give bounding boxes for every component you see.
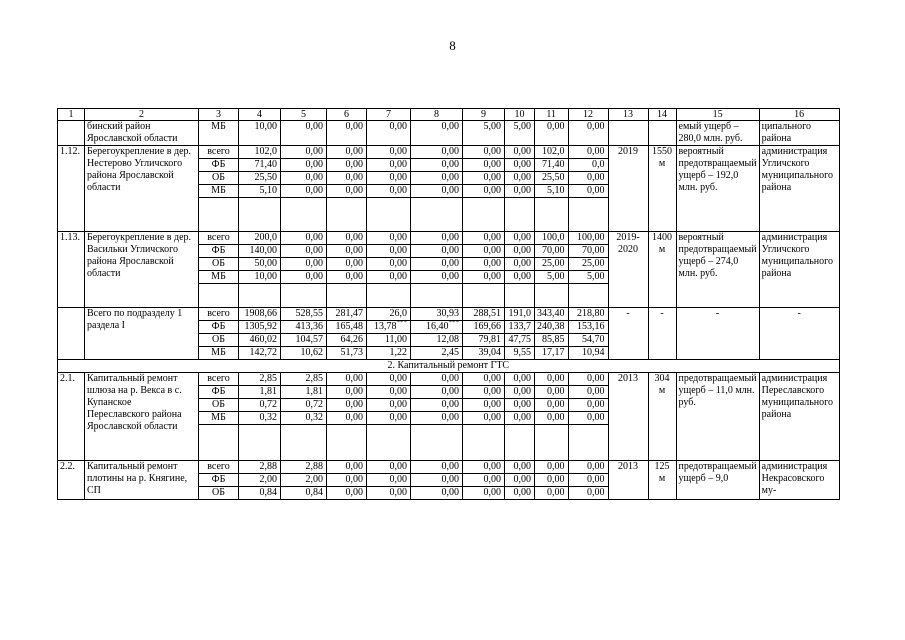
funding-value: 2,45 [411, 347, 463, 360]
funding-value: 100,00 [568, 232, 608, 245]
empty-cell [327, 425, 367, 461]
funding-value: 50,00 [239, 258, 281, 271]
funding-value: 0,00 [535, 487, 569, 500]
funding-value: 54,70 [568, 334, 608, 347]
funding-value: 0,00 [463, 159, 505, 172]
funding-value: 0,00 [568, 461, 608, 474]
object-length: 125 м [648, 461, 676, 500]
funding-value: 140,00 [239, 245, 281, 258]
funding-source: МБ [199, 271, 239, 284]
funding-value: 10,00 [239, 271, 281, 284]
empty-cell [327, 198, 367, 232]
expected-effect: - [676, 308, 759, 360]
funding-value: 79,81 [463, 334, 505, 347]
funding-value: 0,00 [281, 271, 327, 284]
funding-value: 0,00 [568, 185, 608, 198]
funding-value: 0,00 [281, 121, 327, 146]
funding-value: 0,00 [505, 399, 535, 412]
funding-value: 0,00 [327, 386, 367, 399]
funding-value: 0,00 [327, 159, 367, 172]
table-body [58, 109, 840, 500]
object-length: 1400 м [648, 232, 676, 308]
column-number: 14 [648, 109, 676, 121]
funding-value: 5,00 [505, 121, 535, 146]
item-number [58, 121, 85, 146]
responsible-customer: администрация Переславского муниципального района [759, 373, 839, 461]
funding-value: 0,00 [411, 146, 463, 159]
funding-value: 165,48 [327, 321, 367, 334]
funding-value: 0,00 [327, 245, 367, 258]
funding-value: 0,00 [505, 258, 535, 271]
empty-cell [411, 284, 463, 308]
column-number-row [58, 109, 840, 121]
funding-value: 0,32 [239, 412, 281, 425]
funding-value: 0,00 [463, 461, 505, 474]
section-heading-row [58, 360, 840, 373]
empty-cell [367, 198, 411, 232]
funding-source: всего [199, 308, 239, 321]
funding-value: 71,40 [535, 159, 569, 172]
table-row [58, 461, 840, 474]
funding-value: 0,00 [411, 172, 463, 185]
empty-cell [463, 425, 505, 461]
funding-value: 0,00 [568, 412, 608, 425]
funding-value: 0,00 [463, 146, 505, 159]
funding-value: 0,00 [505, 159, 535, 172]
section-title: 2. Капитальный ремонт ГТС [58, 360, 840, 373]
funding-value: 0,00 [535, 412, 569, 425]
empty-cell [505, 198, 535, 232]
item-number: 1.12. [58, 146, 85, 232]
item-number: 1.13. [58, 232, 85, 308]
column-number: 12 [568, 109, 608, 121]
funding-value: 0,00 [367, 487, 411, 500]
column-number: 9 [463, 109, 505, 121]
funding-value: 0,00 [568, 487, 608, 500]
funding-value: 528,55 [281, 308, 327, 321]
empty-cell [505, 425, 535, 461]
responsible-customer: администрация Угличского муниципального района [759, 146, 839, 232]
expected-effect: вероятный предотвращаемый ущерб – 192,0 млн. руб. [676, 146, 759, 232]
funding-value: 0,00 [463, 412, 505, 425]
funding-source: всего [199, 461, 239, 474]
funding-value: 0,00 [367, 461, 411, 474]
funding-value: 51,73 [327, 347, 367, 360]
table-row [58, 308, 840, 321]
funding-value: 30,93 [411, 308, 463, 321]
funding-source: МБ [199, 185, 239, 198]
funding-value: 0,00 [463, 258, 505, 271]
funding-value: 0,00 [568, 386, 608, 399]
funding-value: 0,00 [463, 487, 505, 500]
column-number: 3 [199, 109, 239, 121]
empty-cell [327, 284, 367, 308]
expected-effect: предотвращаемый ущерб – 9,0 [676, 461, 759, 500]
funding-value: 0,00 [327, 121, 367, 146]
funding-value: 1305,92 [239, 321, 281, 334]
funding-value: 0,00 [505, 245, 535, 258]
footnote-marker: *** [448, 320, 459, 327]
funding-value: 0,72 [239, 399, 281, 412]
funding-value: 10,62 [281, 347, 327, 360]
object-length: 1550 м [648, 146, 676, 232]
column-number: 5 [281, 109, 327, 121]
responsible-customer: ципального района [759, 121, 839, 146]
responsible-customer: администрация Некрасовского му- [759, 461, 839, 500]
funding-value: 0,00 [327, 271, 367, 284]
funding-value: 0,00 [367, 474, 411, 487]
page-number: 8 [449, 38, 456, 53]
funding-value: 0,00 [327, 399, 367, 412]
funding-source: ФБ [199, 321, 239, 334]
funding-value: 5,00 [568, 271, 608, 284]
empty-cell [281, 425, 327, 461]
empty-cell [463, 198, 505, 232]
funding-value: 0,00 [327, 258, 367, 271]
funding-value: 0,00 [281, 258, 327, 271]
funding-source: всего [199, 232, 239, 245]
empty-cell [535, 425, 569, 461]
funding-source: ОБ [199, 334, 239, 347]
column-number: 8 [411, 109, 463, 121]
funding-value: 25,00 [568, 258, 608, 271]
funding-value: 281,47 [327, 308, 367, 321]
funding-value: 70,00 [568, 245, 608, 258]
funding-value: 0,00 [411, 386, 463, 399]
item-number: 2.2. [58, 461, 85, 500]
funding-source: ОБ [199, 258, 239, 271]
footnote-marker: *** [396, 320, 407, 327]
responsible-customer: администрация Угличского муниципального района [759, 232, 839, 308]
funding-value: 102,0 [239, 146, 281, 159]
column-number: 15 [676, 109, 759, 121]
empty-cell [281, 198, 327, 232]
funding-value: 413,36 [281, 321, 327, 334]
funding-value: 0,00 [463, 245, 505, 258]
expected-effect: предотвращаемый ущерб – 11,0 млн. руб. [676, 373, 759, 461]
funding-value: 0,00 [367, 159, 411, 172]
funding-value: 100,0 [535, 232, 569, 245]
funding-value: 0,00 [411, 474, 463, 487]
funding-source: ОБ [199, 399, 239, 412]
funding-value: 0,00 [411, 271, 463, 284]
funding-value: 5,00 [535, 271, 569, 284]
funding-value: 104,57 [281, 334, 327, 347]
funding-value: 10,94 [568, 347, 608, 360]
completion-year [608, 121, 648, 146]
empty-cell [281, 284, 327, 308]
funding-source: ОБ [199, 487, 239, 500]
funding-value: 11,00 [367, 334, 411, 347]
funding-value: 25,50 [239, 172, 281, 185]
funding-value: 0,00 [367, 185, 411, 198]
item-number [58, 308, 85, 360]
funding-value: 0,00 [535, 121, 569, 146]
funding-value: 0,00 [327, 461, 367, 474]
funding-value: 153,16 [568, 321, 608, 334]
table-row [58, 146, 840, 159]
empty-cell [199, 425, 239, 461]
funding-value: 0,00 [463, 185, 505, 198]
empty-cell [505, 284, 535, 308]
funding-value: 0,00 [411, 461, 463, 474]
funding-value: 5,10 [535, 185, 569, 198]
funding-source: всего [199, 373, 239, 386]
funding-value: 0,00 [535, 386, 569, 399]
funding-value: 0,00 [327, 185, 367, 198]
funding-value: 1,81 [281, 386, 327, 399]
empty-cell [568, 425, 608, 461]
funding-value: 0,00 [327, 412, 367, 425]
funding-value: 25,00 [535, 258, 569, 271]
funding-source: ФБ [199, 245, 239, 258]
object-length: - [648, 308, 676, 360]
funding-value: 0,00 [327, 487, 367, 500]
funding-value: 0,00 [463, 232, 505, 245]
funding-value: 1,22 [367, 347, 411, 360]
funding-value: 102,0 [535, 146, 569, 159]
funding-source: ФБ [199, 474, 239, 487]
funding-value: 0,00 [411, 232, 463, 245]
column-number: 7 [367, 109, 411, 121]
funding-value: 0,00 [367, 258, 411, 271]
empty-cell [239, 425, 281, 461]
funding-value: 0,00 [281, 232, 327, 245]
funding-value: 16,40*** [411, 321, 463, 334]
funding-value: 0,00 [568, 373, 608, 386]
column-number: 13 [608, 109, 648, 121]
funding-value: 200,0 [239, 232, 281, 245]
expected-effect: вероятный предотвращаемый ущерб – 274,0 млн. руб. [676, 232, 759, 308]
funding-value: 0,00 [281, 185, 327, 198]
empty-cell [239, 284, 281, 308]
funding-source: ОБ [199, 172, 239, 185]
funding-value: 0,72 [281, 399, 327, 412]
column-number: 4 [239, 109, 281, 121]
object-length [648, 121, 676, 146]
funding-source: МБ [199, 121, 239, 146]
funding-value: 2,85 [239, 373, 281, 386]
item-name: Берегоукрепление в дер. Нестерово Угличского района Ярославской области [85, 146, 199, 232]
empty-cell [463, 284, 505, 308]
empty-cell [411, 425, 463, 461]
funding-value: 64,26 [327, 334, 367, 347]
funding-value: 0,00 [411, 373, 463, 386]
column-number: 2 [85, 109, 199, 121]
funding-value: 0,00 [568, 399, 608, 412]
funding-value: 0,00 [463, 386, 505, 399]
funding-value: 0,00 [281, 146, 327, 159]
funding-value: 26,0 [367, 308, 411, 321]
funding-value: 0,00 [535, 474, 569, 487]
empty-cell [367, 284, 411, 308]
funding-value: 0,00 [327, 474, 367, 487]
funding-source: всего [199, 146, 239, 159]
funding-value: 0,84 [281, 487, 327, 500]
funding-value: 25,50 [535, 172, 569, 185]
funding-value: 133,7 [505, 321, 535, 334]
funding-value: 0,00 [281, 159, 327, 172]
funding-source: ФБ [199, 159, 239, 172]
column-number: 6 [327, 109, 367, 121]
funding-value: 85,85 [535, 334, 569, 347]
funding-value: 0,00 [535, 399, 569, 412]
funding-value: 0,00 [327, 232, 367, 245]
column-number: 10 [505, 109, 535, 121]
funding-value: 0,84 [239, 487, 281, 500]
funding-value: 0,00 [411, 159, 463, 172]
funding-value: 0,00 [568, 474, 608, 487]
funding-value: 0,00 [535, 373, 569, 386]
expected-effect: емый ущерб – 280,0 млн. руб. [676, 121, 759, 146]
completion-year: 2013 [608, 373, 648, 461]
item-name: Капитальный ремонт шлюза на р. Векса в с. Купанское Переславского района Ярославской области [85, 373, 199, 461]
funding-value: 0,00 [327, 146, 367, 159]
funding-value: 5,10 [239, 185, 281, 198]
funding-value: 0,00 [505, 172, 535, 185]
empty-cell [535, 198, 569, 232]
funding-value: 0,00 [505, 461, 535, 474]
funding-value: 0,32 [281, 412, 327, 425]
empty-cell [367, 425, 411, 461]
funding-value: 0,00 [505, 185, 535, 198]
item-name: бинский район Ярославской области [85, 121, 199, 146]
responsible-customer: - [759, 308, 839, 360]
funding-value: 0,00 [281, 245, 327, 258]
funding-value: 0,00 [463, 373, 505, 386]
funding-value: 0,00 [568, 172, 608, 185]
funding-value: 2,00 [239, 474, 281, 487]
funding-value: 460,02 [239, 334, 281, 347]
completion-year: - [608, 308, 648, 360]
item-name: Всего по подразделу 1 раздела I [85, 308, 199, 360]
funding-value: 0,00 [411, 245, 463, 258]
program-table [57, 108, 840, 500]
funding-value: 0,00 [505, 271, 535, 284]
funding-value: 0,00 [367, 386, 411, 399]
table-row [58, 121, 840, 146]
funding-value: 0,00 [463, 172, 505, 185]
empty-cell [239, 198, 281, 232]
funding-value: 218,80 [568, 308, 608, 321]
funding-value: 0,00 [505, 373, 535, 386]
funding-value: 5,00 [463, 121, 505, 146]
funding-value: 0,00 [367, 146, 411, 159]
funding-value: 191,0 [505, 308, 535, 321]
funding-value: 47,75 [505, 334, 535, 347]
item-name: Берегоукрепление в дер. Васильки Угличского района Ярославской области [85, 232, 199, 308]
funding-value: 0,00 [411, 487, 463, 500]
funding-value: 0,00 [367, 412, 411, 425]
item-name: Капитальный ремонт плотины на р. Княгине, СП [85, 461, 199, 500]
funding-value: 39,04 [463, 347, 505, 360]
completion-year: 2019 [608, 146, 648, 232]
empty-cell [411, 198, 463, 232]
funding-value: 0,00 [411, 121, 463, 146]
funding-value: 2,88 [239, 461, 281, 474]
completion-year: 2013 [608, 461, 648, 500]
empty-cell [568, 198, 608, 232]
column-number: 11 [535, 109, 569, 121]
object-length: 304 м [648, 373, 676, 461]
funding-value: 0,00 [568, 121, 608, 146]
funding-value: 0,00 [463, 399, 505, 412]
funding-value: 0,00 [568, 146, 608, 159]
empty-cell [199, 198, 239, 232]
funding-value: 0,00 [367, 373, 411, 386]
funding-value: 169,66 [463, 321, 505, 334]
funding-value: 0,00 [411, 185, 463, 198]
funding-value: 142,72 [239, 347, 281, 360]
column-number: 1 [58, 109, 85, 121]
funding-value: 0,00 [367, 271, 411, 284]
funding-value: 1,81 [239, 386, 281, 399]
funding-value: 0,00 [505, 232, 535, 245]
completion-year: 2019-2020 [608, 232, 648, 308]
funding-value: 0,0 [568, 159, 608, 172]
funding-value: 0,00 [505, 412, 535, 425]
funding-source: МБ [199, 412, 239, 425]
funding-value: 0,00 [327, 373, 367, 386]
funding-value: 2,88 [281, 461, 327, 474]
empty-cell [199, 284, 239, 308]
funding-value: 0,00 [367, 121, 411, 146]
funding-value: 0,00 [281, 172, 327, 185]
funding-value: 0,00 [367, 232, 411, 245]
empty-cell [535, 284, 569, 308]
funding-value: 17,17 [535, 347, 569, 360]
funding-value: 0,00 [367, 172, 411, 185]
funding-value: 0,00 [505, 487, 535, 500]
table-row [58, 373, 840, 386]
funding-value: 0,00 [367, 245, 411, 258]
funding-source: МБ [199, 347, 239, 360]
funding-value: 2,85 [281, 373, 327, 386]
funding-value: 12,08 [411, 334, 463, 347]
funding-value: 288,51 [463, 308, 505, 321]
funding-value: 0,00 [463, 271, 505, 284]
empty-cell [568, 284, 608, 308]
funding-value: 0,00 [367, 399, 411, 412]
funding-value: 0,00 [327, 172, 367, 185]
funding-value: 0,00 [411, 399, 463, 412]
funding-value: 0,00 [463, 474, 505, 487]
funding-value: 1908,66 [239, 308, 281, 321]
funding-value: 0,00 [411, 258, 463, 271]
funding-value: 343,40 [535, 308, 569, 321]
funding-value: 240,38 [535, 321, 569, 334]
item-number: 2.1. [58, 373, 85, 461]
funding-value: 0,00 [505, 474, 535, 487]
funding-value: 0,00 [505, 386, 535, 399]
funding-source: ФБ [199, 386, 239, 399]
funding-value: 0,00 [535, 461, 569, 474]
funding-value: 0,00 [505, 146, 535, 159]
funding-value: 71,40 [239, 159, 281, 172]
funding-value: 13,78*** [367, 321, 411, 334]
table-row [58, 232, 840, 245]
column-number: 16 [759, 109, 839, 121]
funding-value: 9,55 [505, 347, 535, 360]
funding-value: 70,00 [535, 245, 569, 258]
funding-value: 10,00 [239, 121, 281, 146]
funding-value: 2,00 [281, 474, 327, 487]
funding-value: 0,00 [411, 412, 463, 425]
